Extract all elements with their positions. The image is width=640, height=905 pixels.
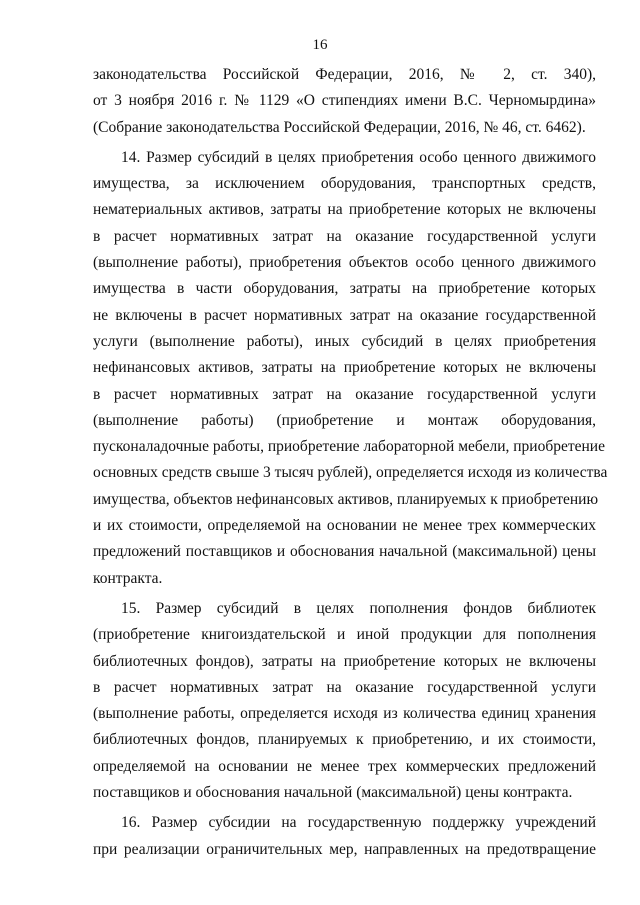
document-body	[93, 62, 608, 863]
paragraph-line: имущества в части оборудования, затраты на приобретение которых	[93, 280, 596, 298]
paragraph-line: 16. Размер субсидии на государственную поддержку учреждений	[121, 814, 596, 832]
paragraph-line: в расчет нормативных затрат на оказание государственной услуги	[93, 385, 596, 403]
paragraph-line: в расчет нормативных затрат на оказание государственной услуги	[93, 678, 596, 696]
paragraph-line: от 3 ноября 2016 г. № 1129 «О стипендиях имени В.С. Черномырдина»	[93, 92, 596, 110]
paragraph-line: основных средств свыше 3 тысяч рублей), определяется исходя из количества	[93, 464, 608, 482]
paragraph-line: (приобретение книгоиздательской и иной продукции для пополнения	[93, 626, 596, 644]
paragraph-line: и их стоимости, определяемой на основании не менее трех коммерческих	[93, 517, 596, 535]
paragraph-line: определяемой на основании не менее трех коммерческих предложений	[93, 757, 596, 775]
paragraph-line: 15. Размер субсидий в целях пополнения фондов библиотек	[121, 599, 596, 617]
paragraph-line: (выполнение работы) (приобретение и монтаж оборудования,	[93, 411, 596, 429]
paragraph-line: законодательства Российской Федерации, 2016, № 2, ст. 340),	[93, 66, 596, 83]
paragraph-line: пусконаладочные работы, приобретение лабораторной мебели, приобретение	[93, 438, 605, 456]
paragraph-line: имущества, объектов нефинансовых активов, планируемых к приобретению	[93, 490, 599, 508]
paragraph-line: при реализации ограничительных мер, направленных на предотвращение	[93, 840, 596, 858]
paragraph-line: поставщиков и обоснования начальной (максимальной) цены контракта.	[93, 784, 573, 802]
paragraph-line: услуги (выполнение работы), иных субсидий в целях приобретения	[93, 332, 596, 350]
paragraph-line: библиотечных фондов, планируемых к приобретению, и их стоимости,	[93, 731, 596, 749]
page-number: 16	[312, 37, 328, 53]
paragraph-line: имущества, за исключением оборудования, транспортных средств,	[93, 175, 596, 193]
paragraph-line: нефинансовых активов, затраты на приобретение которых не включены	[93, 359, 596, 377]
paragraph-line: в расчет нормативных затрат на оказание государственной услуги	[93, 227, 596, 245]
paragraph-line: (выполнение работы, определяется исходя из количества единиц хранения	[93, 705, 596, 723]
paragraph-line: (выполнение работы), приобретения объектов особо ценного движимого	[93, 254, 596, 272]
paragraph-line: не включены в расчет нормативных затрат на оказание государственной	[93, 306, 596, 324]
paragraph-line: библиотечных фондов), затраты на приобретение которых не включены	[93, 652, 596, 670]
paragraph-line: нематериальных активов, затраты на приобретение которых не включены	[93, 201, 596, 219]
paragraph-line: предложений поставщиков и обоснования начальной (максимальной) цены	[93, 543, 596, 561]
paragraph-line: контракта.	[93, 569, 163, 587]
paragraph-line: 14. Размер субсидий в целях приобретения особо ценного движимого	[121, 148, 596, 166]
paragraph-line: (Собрание законодательства Российской Федерации, 2016, № 46, ст. 6462).	[93, 118, 586, 136]
